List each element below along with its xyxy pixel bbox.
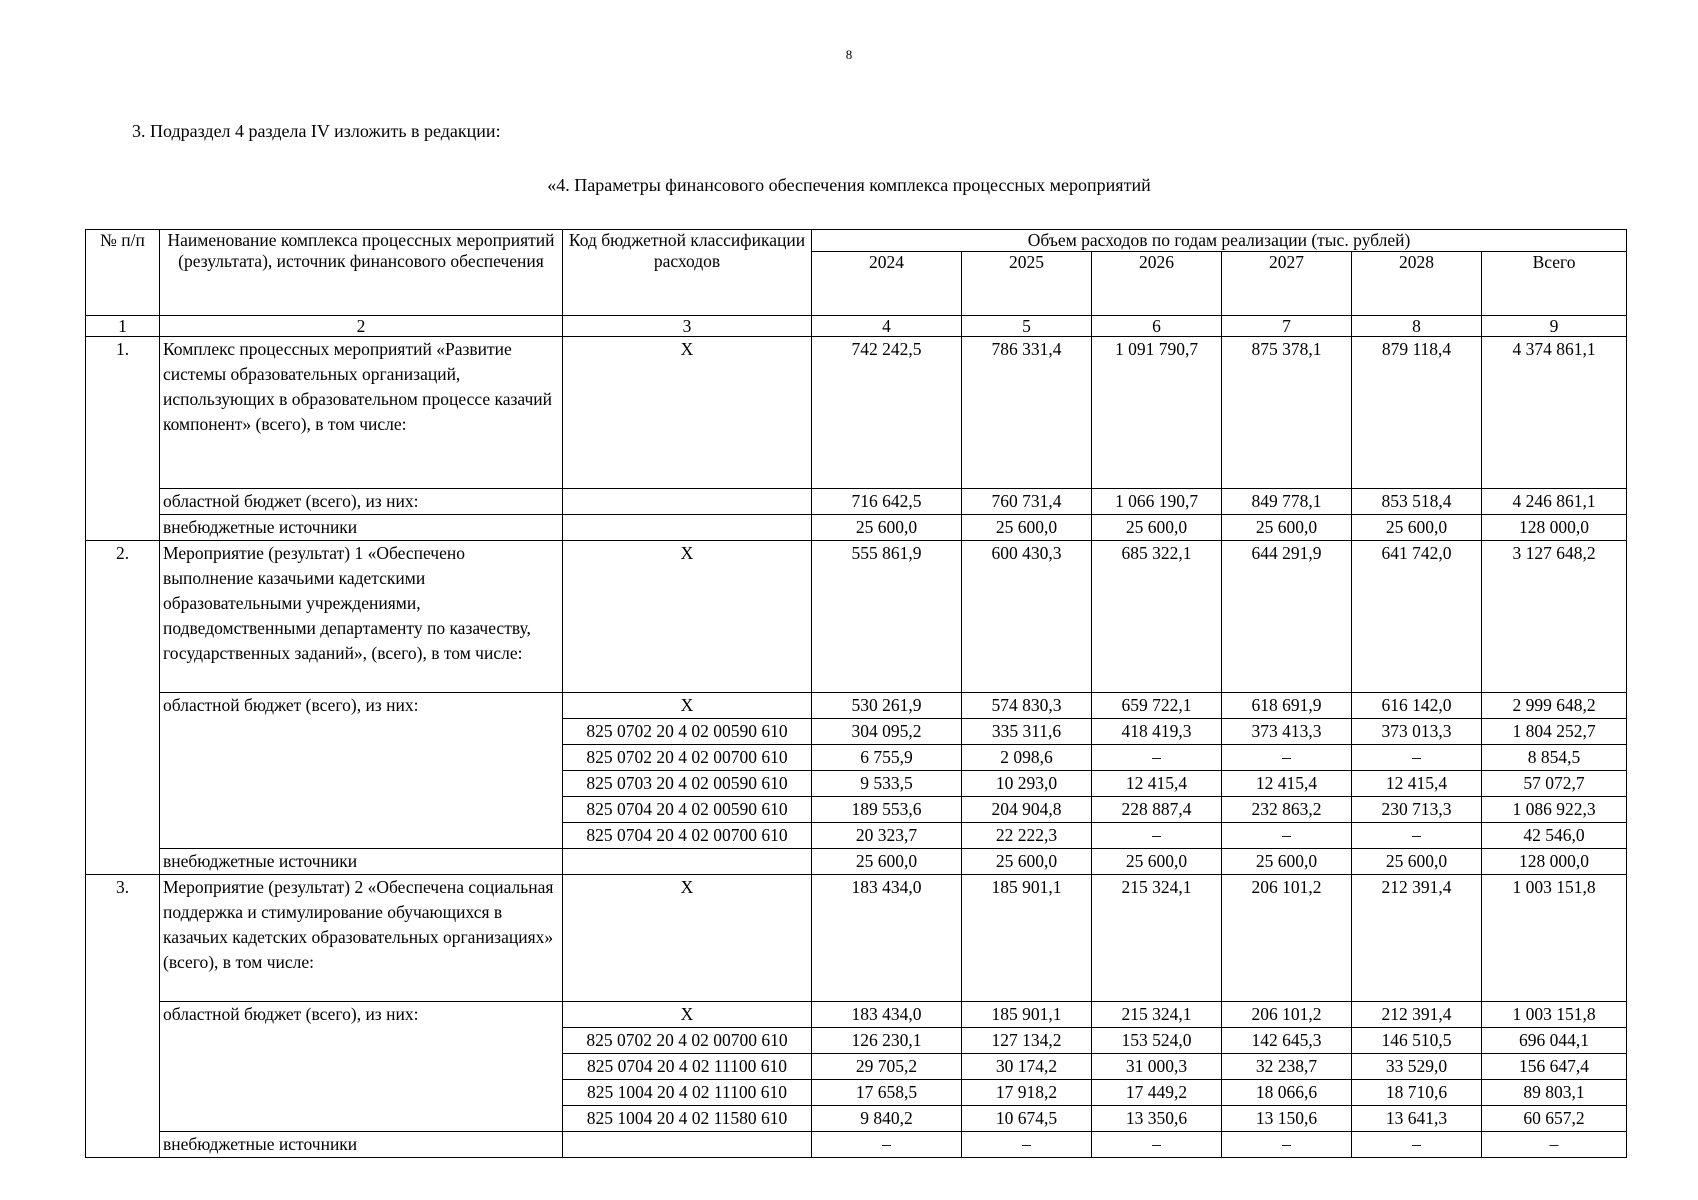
value-cell: 32 238,7 xyxy=(1222,1054,1352,1080)
page-number: 8 xyxy=(845,47,853,62)
value-cell: 641 742,0 xyxy=(1352,541,1482,693)
value-total: 60 657,2 xyxy=(1482,1106,1627,1132)
value-cell: 185 901,1 xyxy=(962,875,1092,1002)
header-year: 2026 xyxy=(1092,252,1222,316)
value-cell: 373 013,3 xyxy=(1352,719,1482,745)
value-cell: 25 600,0 xyxy=(962,849,1092,875)
value-cell: 10 293,0 xyxy=(962,771,1092,797)
value-total: 696 044,1 xyxy=(1482,1028,1627,1054)
value-cell: 10 674,5 xyxy=(962,1106,1092,1132)
value-cell: 146 510,5 xyxy=(1352,1028,1482,1054)
value-cell: 183 434,0 xyxy=(812,875,962,1002)
row-name: внебюджетные источники xyxy=(160,849,563,875)
row-name: Мероприятие (результат) 2 «Обеспечена социальная поддержка и стимулирование обучающихся в казачьих кадетских образовательных организациях» (всего), в том числе: xyxy=(160,875,563,1002)
value-cell: 12 415,4 xyxy=(1222,771,1352,797)
value-total: 3 127 648,2 xyxy=(1482,541,1627,693)
value-total: 8 854,5 xyxy=(1482,745,1627,771)
row-number: 2. xyxy=(86,541,160,875)
value-cell: – xyxy=(1092,1132,1222,1158)
table-row-extrabudgetary xyxy=(86,515,1627,541)
column-number: 1 xyxy=(86,316,160,337)
financing-table xyxy=(85,229,1627,1158)
value-cell: 25 600,0 xyxy=(1352,849,1482,875)
value-cell: – xyxy=(1092,823,1222,849)
row-code xyxy=(563,849,812,875)
value-cell: 12 415,4 xyxy=(1092,771,1222,797)
row-name: внебюджетные источники xyxy=(160,515,563,541)
value-cell: 644 291,9 xyxy=(1222,541,1352,693)
table-row-main xyxy=(86,875,1627,1002)
table-row-regional xyxy=(86,693,1627,719)
value-cell: 212 391,4 xyxy=(1352,1002,1482,1028)
row-code: 825 1004 20 4 02 11580 610 xyxy=(563,1106,812,1132)
value-cell: 600 430,3 xyxy=(962,541,1092,693)
value-total: 1 003 151,8 xyxy=(1482,875,1627,1002)
value-cell: 18 710,6 xyxy=(1352,1080,1482,1106)
value-cell: 555 861,9 xyxy=(812,541,962,693)
value-cell: 25 600,0 xyxy=(1222,515,1352,541)
header-year: 2027 xyxy=(1222,252,1352,316)
value-cell: 1 091 790,7 xyxy=(1092,337,1222,489)
value-cell: 215 324,1 xyxy=(1092,1002,1222,1028)
value-cell: 574 830,3 xyxy=(962,693,1092,719)
row-name: областной бюджет (всего), из них: xyxy=(160,1002,563,1132)
value-cell: 875 378,1 xyxy=(1222,337,1352,489)
table-row-main xyxy=(86,541,1627,693)
value-total: 1 086 922,3 xyxy=(1482,797,1627,823)
row-code: 825 0702 20 4 02 00700 610 xyxy=(563,745,812,771)
row-code xyxy=(563,515,812,541)
value-cell: 742 242,5 xyxy=(812,337,962,489)
column-number: 5 xyxy=(962,316,1092,337)
value-cell: 849 778,1 xyxy=(1222,489,1352,515)
value-total: 42 546,0 xyxy=(1482,823,1627,849)
row-code: Х xyxy=(563,337,812,489)
header-total: Всего xyxy=(1482,252,1627,316)
column-number: 4 xyxy=(812,316,962,337)
value-total: 4 374 861,1 xyxy=(1482,337,1627,489)
table-row-extrabudgetary xyxy=(86,1132,1627,1158)
value-cell: 232 863,2 xyxy=(1222,797,1352,823)
value-total: 57 072,7 xyxy=(1482,771,1627,797)
header-year: 2025 xyxy=(962,252,1092,316)
value-cell: – xyxy=(1092,745,1222,771)
table-row-regional xyxy=(86,489,1627,515)
section-title: «4. Параметры финансового обеспечения комплекса процессных мероприятий xyxy=(547,175,1151,195)
header-code: Код бюджетной классификации расходов xyxy=(563,230,812,316)
value-cell: 228 887,4 xyxy=(1092,797,1222,823)
value-cell: 230 713,3 xyxy=(1352,797,1482,823)
value-cell: – xyxy=(1352,1132,1482,1158)
value-cell: – xyxy=(1222,823,1352,849)
value-cell: 659 722,1 xyxy=(1092,693,1222,719)
table-body xyxy=(86,337,1627,1158)
value-cell: 685 322,1 xyxy=(1092,541,1222,693)
value-cell: 215 324,1 xyxy=(1092,875,1222,1002)
column-number: 9 xyxy=(1482,316,1627,337)
row-code: Х xyxy=(563,875,812,1002)
row-code: 825 1004 20 4 02 11100 610 xyxy=(563,1080,812,1106)
header-num: № п/п xyxy=(86,230,160,316)
value-cell: 6 755,9 xyxy=(812,745,962,771)
row-code: 825 0704 20 4 02 00590 610 xyxy=(563,797,812,823)
row-code: 825 0702 20 4 02 00700 610 xyxy=(563,1028,812,1054)
value-cell: 25 600,0 xyxy=(1352,515,1482,541)
header-year: 2028 xyxy=(1352,252,1482,316)
row-name: Комплекс процессных мероприятий «Развитие системы образовательных организаций, использующих в образовательном процессе казачий компонент» (всего), в том числе: xyxy=(160,337,563,489)
value-cell: 17 449,2 xyxy=(1092,1080,1222,1106)
value-cell: 716 642,5 xyxy=(812,489,962,515)
value-cell: 9 840,2 xyxy=(812,1106,962,1132)
value-cell: 786 331,4 xyxy=(962,337,1092,489)
row-name: Мероприятие (результат) 1 «Обеспечено выполнение казачьими кадетскими образовательными учреждениями, подведомственными департаменту по казачеству, государственных заданий», (всего), в том числе: xyxy=(160,541,563,693)
value-cell: 13 350,6 xyxy=(1092,1106,1222,1132)
row-code: 825 0703 20 4 02 00590 610 xyxy=(563,771,812,797)
value-total: 128 000,0 xyxy=(1482,515,1627,541)
value-cell: 185 901,1 xyxy=(962,1002,1092,1028)
row-code xyxy=(563,489,812,515)
value-cell: 212 391,4 xyxy=(1352,875,1482,1002)
value-cell: 2 098,6 xyxy=(962,745,1092,771)
column-number: 2 xyxy=(160,316,563,337)
value-cell: 206 101,2 xyxy=(1222,875,1352,1002)
value-cell: 25 600,0 xyxy=(812,515,962,541)
value-cell: 13 150,6 xyxy=(1222,1106,1352,1132)
value-cell: 22 222,3 xyxy=(962,823,1092,849)
value-cell: 335 311,6 xyxy=(962,719,1092,745)
header-year: 2024 xyxy=(812,252,962,316)
value-cell: 1 066 190,7 xyxy=(1092,489,1222,515)
row-code: 825 0704 20 4 02 11100 610 xyxy=(563,1054,812,1080)
row-number: 1. xyxy=(86,337,160,541)
value-cell: – xyxy=(812,1132,962,1158)
column-number: 7 xyxy=(1222,316,1352,337)
value-cell: 616 142,0 xyxy=(1352,693,1482,719)
table-row-extrabudgetary xyxy=(86,849,1627,875)
row-code: 825 0704 20 4 02 00700 610 xyxy=(563,823,812,849)
value-cell: 530 261,9 xyxy=(812,693,962,719)
value-cell: 17 658,5 xyxy=(812,1080,962,1106)
column-number: 6 xyxy=(1092,316,1222,337)
value-cell: 25 600,0 xyxy=(962,515,1092,541)
value-cell: – xyxy=(1222,1132,1352,1158)
value-total: 1 804 252,7 xyxy=(1482,719,1627,745)
value-cell: 206 101,2 xyxy=(1222,1002,1352,1028)
value-cell: 18 066,6 xyxy=(1222,1080,1352,1106)
column-number-row xyxy=(86,316,1627,337)
value-cell: 17 918,2 xyxy=(962,1080,1092,1106)
value-cell: 304 095,2 xyxy=(812,719,962,745)
value-cell: 126 230,1 xyxy=(812,1028,962,1054)
row-code: Х xyxy=(563,541,812,693)
row-code: Х xyxy=(563,693,812,719)
value-total: 4 246 861,1 xyxy=(1482,489,1627,515)
row-code: Х xyxy=(563,1002,812,1028)
header-volume: Объем расходов по годам реализации (тыс. рублей) xyxy=(812,230,1627,252)
value-cell: 29 705,2 xyxy=(812,1054,962,1080)
column-number: 3 xyxy=(563,316,812,337)
value-total: – xyxy=(1482,1132,1627,1158)
column-number: 8 xyxy=(1352,316,1482,337)
value-cell: 127 134,2 xyxy=(962,1028,1092,1054)
row-name: областной бюджет (всего), из них: xyxy=(160,693,563,849)
value-cell: 25 600,0 xyxy=(1092,515,1222,541)
row-number: 3. xyxy=(86,875,160,1158)
value-total: 89 803,1 xyxy=(1482,1080,1627,1106)
value-cell: 20 323,7 xyxy=(812,823,962,849)
value-cell: 618 691,9 xyxy=(1222,693,1352,719)
value-cell: 33 529,0 xyxy=(1352,1054,1482,1080)
row-code xyxy=(563,1132,812,1158)
header-name: Наименование комплекса процессных мероприятий (результата), источник финансового обеспечения xyxy=(160,230,563,316)
value-cell: 879 118,4 xyxy=(1352,337,1482,489)
row-code: 825 0702 20 4 02 00590 610 xyxy=(563,719,812,745)
value-cell: 25 600,0 xyxy=(1092,849,1222,875)
table-row-regional xyxy=(86,1002,1627,1028)
value-cell: 853 518,4 xyxy=(1352,489,1482,515)
value-cell: 31 000,3 xyxy=(1092,1054,1222,1080)
value-total: 1 003 151,8 xyxy=(1482,1002,1627,1028)
value-total: 2 999 648,2 xyxy=(1482,693,1627,719)
row-name: внебюджетные источники xyxy=(160,1132,563,1158)
value-total: 128 000,0 xyxy=(1482,849,1627,875)
value-cell: 25 600,0 xyxy=(1222,849,1352,875)
intro-paragraph: 3. Подраздел 4 раздела IV изложить в редакции: xyxy=(132,121,501,141)
value-cell: 9 533,5 xyxy=(812,771,962,797)
value-total: 156 647,4 xyxy=(1482,1054,1627,1080)
value-cell: – xyxy=(962,1132,1092,1158)
value-cell: 25 600,0 xyxy=(812,849,962,875)
value-cell: 418 419,3 xyxy=(1092,719,1222,745)
value-cell: 183 434,0 xyxy=(812,1002,962,1028)
row-name: областной бюджет (всего), из них: xyxy=(160,489,563,515)
value-cell: 30 174,2 xyxy=(962,1054,1092,1080)
value-cell: 153 524,0 xyxy=(1092,1028,1222,1054)
value-cell: 189 553,6 xyxy=(812,797,962,823)
table-header xyxy=(86,230,1627,316)
value-cell: – xyxy=(1352,745,1482,771)
value-cell: 373 413,3 xyxy=(1222,719,1352,745)
value-cell: 12 415,4 xyxy=(1352,771,1482,797)
value-cell: – xyxy=(1222,745,1352,771)
value-cell: – xyxy=(1352,823,1482,849)
value-cell: 760 731,4 xyxy=(962,489,1092,515)
value-cell: 204 904,8 xyxy=(962,797,1092,823)
table-row-main xyxy=(86,337,1627,489)
value-cell: 142 645,3 xyxy=(1222,1028,1352,1054)
value-cell: 13 641,3 xyxy=(1352,1106,1482,1132)
